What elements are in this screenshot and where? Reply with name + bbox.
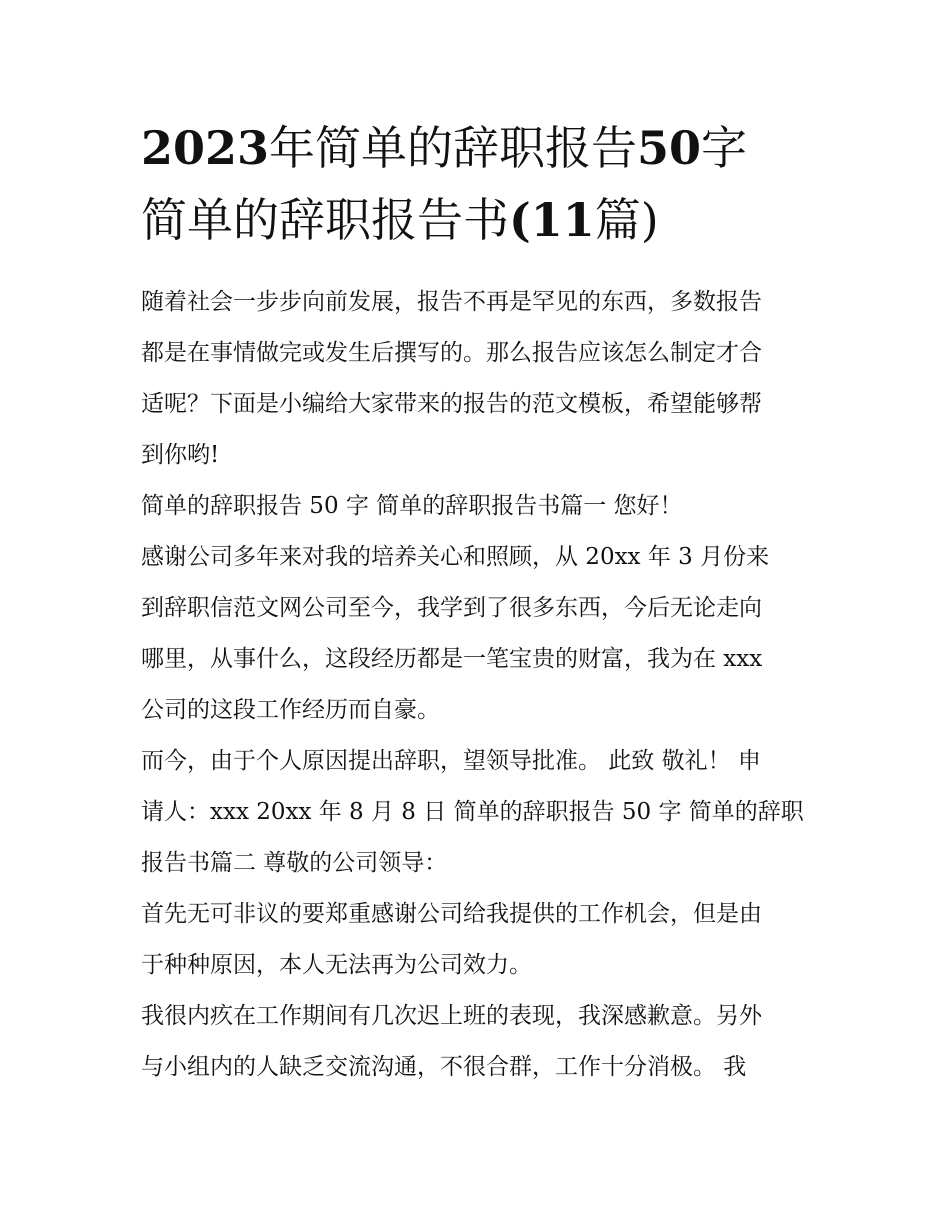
body-line: 都是在事情做完或发生后撰写的。那么报告应该怎么制定才合 <box>141 340 762 366</box>
body-line: 适呢？下面是小编给大家带来的报告的范文模板，希望能够帮 <box>141 391 762 417</box>
body-line: 到你哟! <box>141 442 220 468</box>
body-line: 与小组内的人缺乏交流沟通，不很合群，工作十分消极。 我 <box>141 1054 747 1080</box>
body-line: 于种种原因，本人无法再为公司效力。 <box>141 952 532 978</box>
body-line: 感谢公司多年来对我的培养关心和照顾，从 20xx 年 3 月份来 <box>141 544 770 570</box>
body-line: 请人：xxx 20xx 年 8 月 8 日 简单的辞职报告 50 字 简单的辞职 <box>141 799 804 825</box>
body-line: 我很内疚在工作期间有几次迟上班的表现，我深感歉意。另外 <box>141 1003 762 1029</box>
document-title <box>141 112 821 256</box>
body-line: 哪里，从事什么，这段经历都是一笔宝贵的财富，我为在 xxx <box>141 646 763 672</box>
body-line: 报告书篇二 尊敬的公司领导： <box>141 850 448 876</box>
body-line: 而今，由于个人原因提出辞职，望领导批准。 此致 敬礼！ 申 <box>141 748 761 774</box>
body-line: 到辞职信范文网公司至今，我学到了很多东西，今后无论走向 <box>141 595 762 621</box>
document-body <box>141 277 821 1093</box>
body-line: 简单的辞职报告 50 字 简单的辞职报告书篇一 您好！ <box>141 493 683 519</box>
title-line-1: 2023年简单的辞职报告50字 <box>141 121 748 175</box>
body-line: 公司的这段工作经历而自豪。 <box>141 697 440 723</box>
body-line: 首先无可非议的要郑重感谢公司给我提供的工作机会，但是由 <box>141 901 762 927</box>
title-line-2: 简单的辞职报告书(11篇) <box>141 193 659 247</box>
body-line: 随着社会一步步向前发展，报告不再是罕见的东西，多数报告 <box>141 289 762 315</box>
